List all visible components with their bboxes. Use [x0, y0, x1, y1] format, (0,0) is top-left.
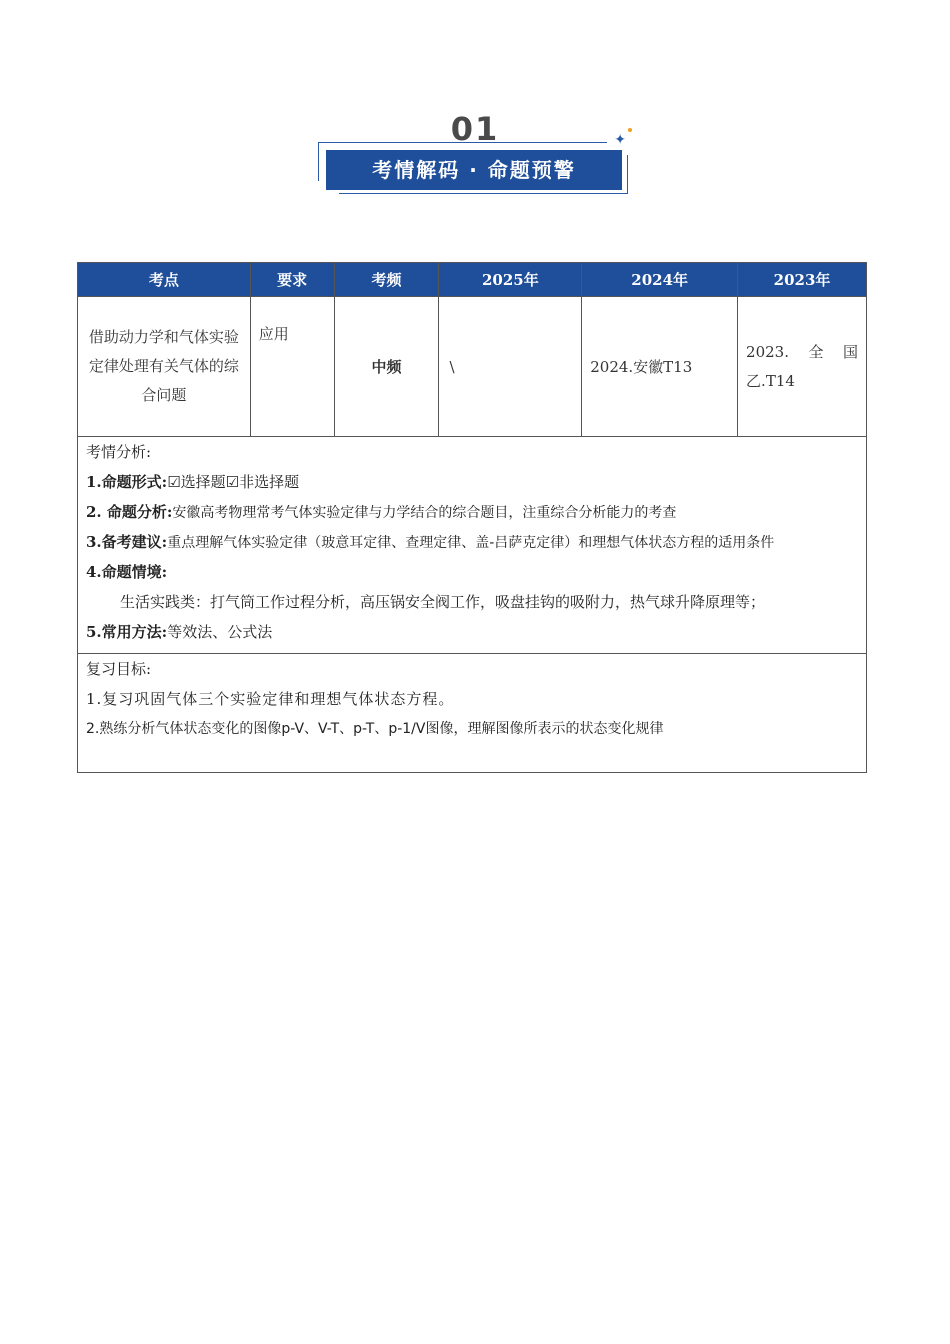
table-header-row — [78, 263, 867, 297]
exam-analysis-table — [77, 262, 867, 773]
checkbox-icon: ☑ — [225, 473, 240, 491]
cell-requirement: 应用 — [250, 297, 334, 437]
goal-item: 2.熟练分析气体状态变化的图像p-V、V-T、p-T、p-1/V图像，理解图像所表示的状态变化规律 — [86, 721, 664, 737]
advice-line — [86, 527, 858, 557]
table-row — [78, 297, 867, 437]
cell-2023-part1: 2023. — [746, 342, 789, 361]
cell-2023-part3: 国 — [842, 342, 858, 361]
method-label: 5.常用方法: — [86, 623, 168, 641]
goal-item: 1.复习巩固气体三个实验定律和理想气体状态方程。 — [86, 690, 455, 708]
form-label: 1.命题形式: — [86, 473, 168, 491]
header-2025: 2025年 — [439, 263, 582, 297]
advice-text: 重点理解气体实验定律（玻意耳定律、查理定律、盖-吕萨克定律）和理想气体状态方程的适用条件 — [167, 535, 775, 551]
goals-cell — [78, 654, 867, 773]
header-2023: 2023年 — [738, 263, 867, 297]
cell-2023 — [738, 297, 867, 437]
header-frequency: 考频 — [334, 263, 439, 297]
advice-label: 3.备考建议: — [86, 533, 168, 551]
cell-2023-part2: 全 — [808, 342, 824, 361]
method-line — [86, 617, 858, 647]
form-line — [86, 467, 858, 497]
analysis-heading: 考情分析: — [86, 443, 152, 461]
analysis-label: 2. 命题分析: — [86, 503, 173, 521]
analysis-line — [86, 497, 858, 527]
header-point: 考点 — [78, 263, 251, 297]
cell-2025: \ — [439, 297, 582, 437]
header-requirement: 要求 — [250, 263, 334, 297]
section-number: 01 — [450, 110, 500, 148]
analysis-text: 安徽高考物理常考气体实验定律与力学结合的综合题目，注重综合分析能力的考查 — [172, 505, 677, 521]
goals-row — [78, 654, 867, 773]
form-option-choice: 选择题 — [180, 473, 226, 491]
cell-2023-part4: 乙.T14 — [746, 371, 795, 390]
cell-2024: 2024.安徽T13 — [582, 297, 738, 437]
sparkle-dot-icon — [628, 128, 632, 132]
situation-label: 4.命题情境: — [86, 563, 168, 581]
method-text: 等效法、公式法 — [167, 623, 273, 641]
cell-frequency: 中频 — [334, 297, 439, 437]
situation-heading — [86, 557, 858, 587]
section-title: 考情解码 · 命题预警 — [326, 150, 622, 190]
goals-heading: 复习目标: — [86, 660, 152, 678]
situation-text: 生活实践类：打气筒工作过程分析，高压锅安全阀工作，吸盘挂钩的吸附力，热气球升降原理等； — [120, 593, 766, 611]
checkbox-icon: ☑ — [167, 473, 181, 491]
cell-point: 借助动力学和气体实验定律处理有关气体的综合问题 — [78, 297, 251, 437]
sparkle-icon: ✦ — [614, 132, 626, 148]
header-2024: 2024年 — [582, 263, 738, 297]
section-banner — [318, 110, 632, 200]
analysis-cell — [78, 437, 867, 654]
analysis-row — [78, 437, 867, 654]
form-option-nonchoice: 非选择题 — [239, 473, 300, 491]
